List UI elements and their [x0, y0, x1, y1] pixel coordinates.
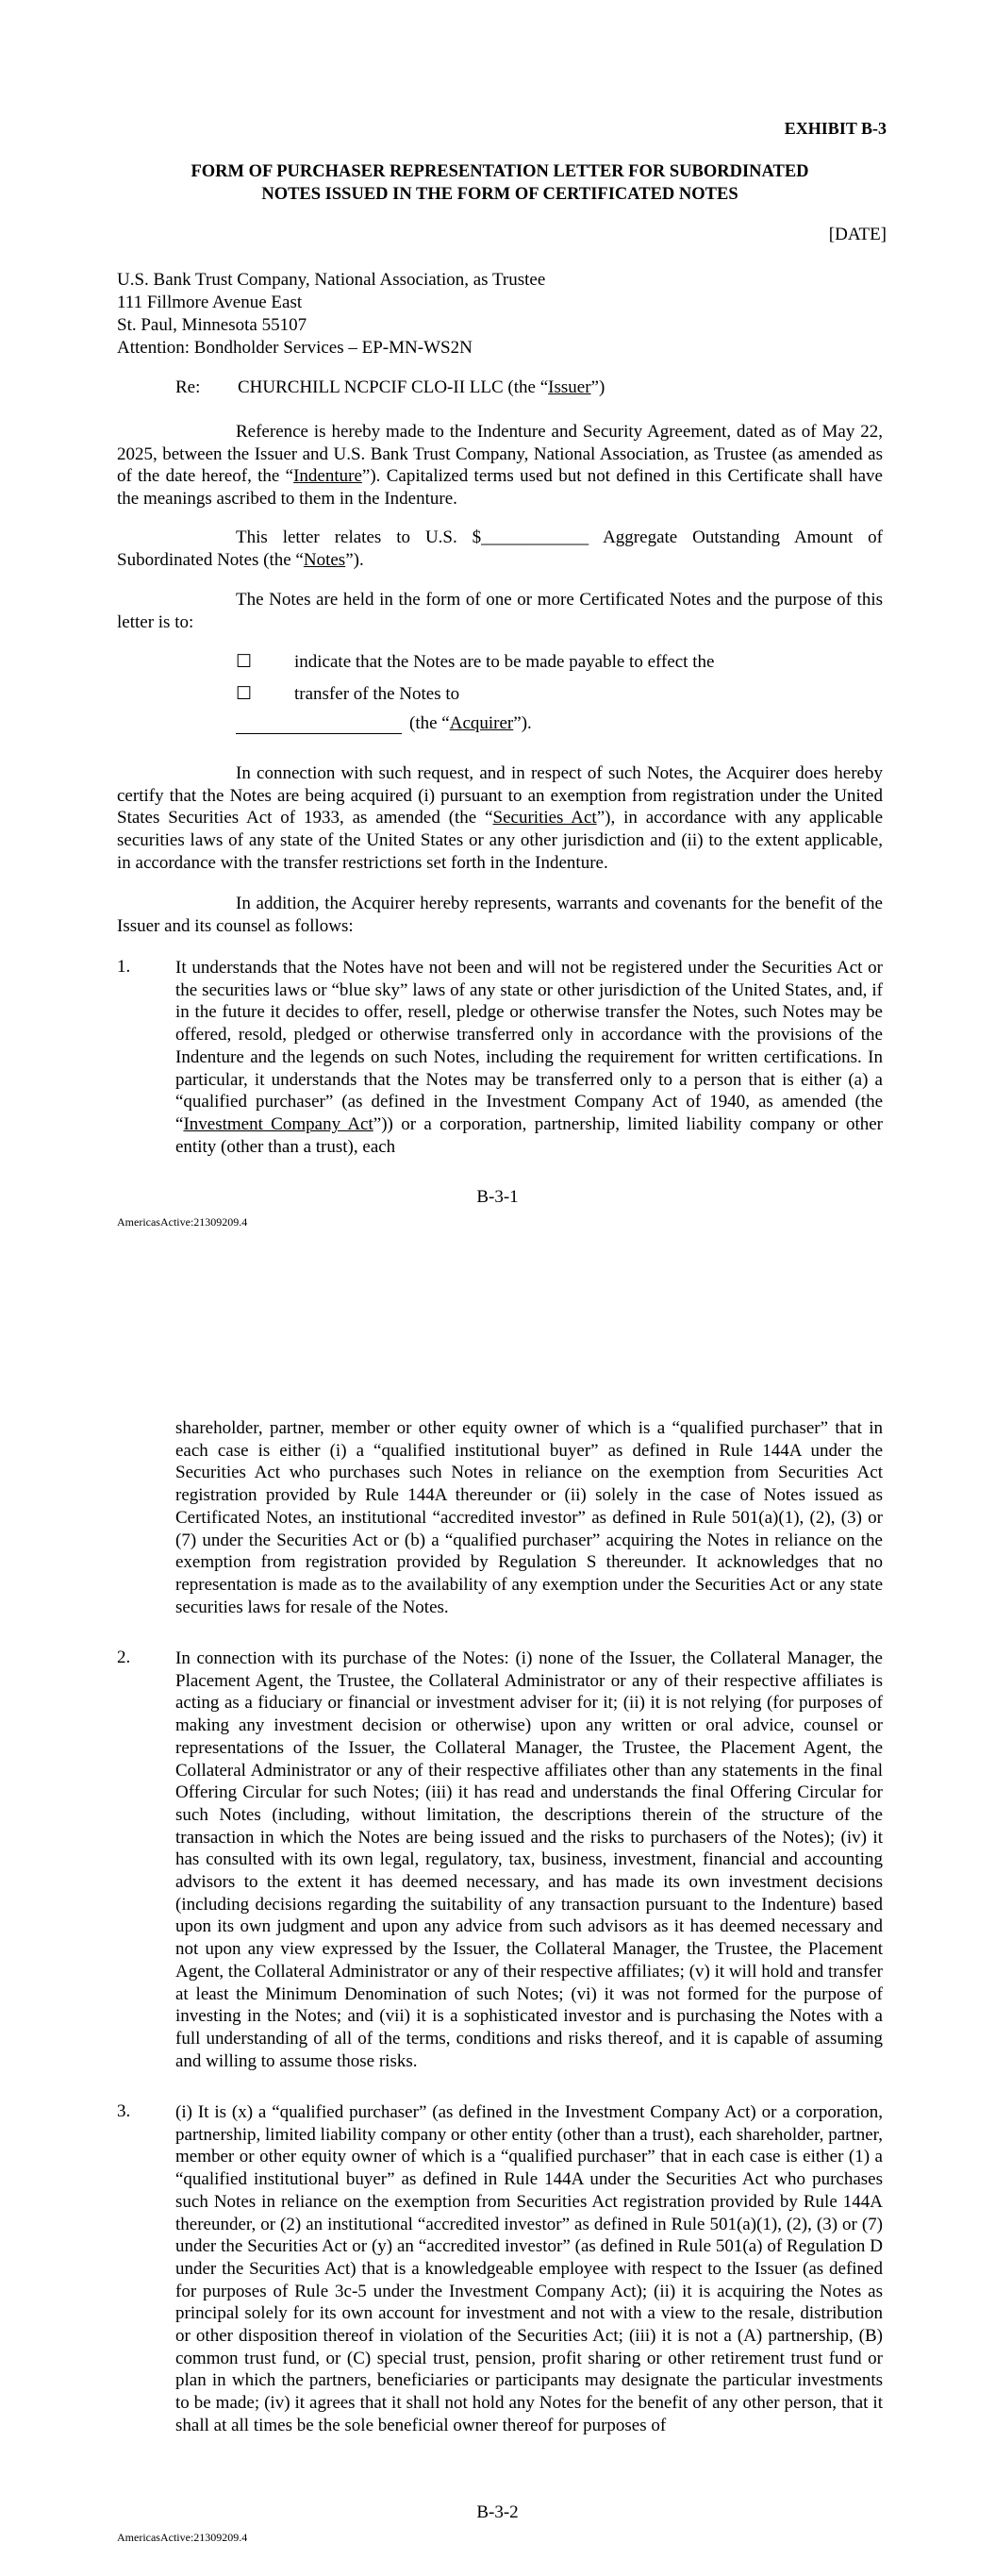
paragraph-notes-amount: [117, 527, 883, 571]
acquirer-blank-field[interactable]: [236, 715, 402, 734]
document-id-footer: AmericasActive:21309209.4: [117, 2531, 248, 2544]
para-text: ”). Capitalized terms used but not defined in this Certificate shall have the meanings ascribed to them in the Indenture.: [117, 466, 883, 510]
item-2-text: In connection with its purchase of the Notes: (i) none of the Issuer, the Collateral Manager, the Placement Agent, the Trustee, the Collateral Administrator or any of their respective affiliates is acting as a fiduciary or financial or investment adviser for it; (ii) it is not relying (for purposes of making any investment decision or otherwise) upon any written or oral advice, counsel or representations of the Issuer, the Collateral Manager, the Trustee, the Placement Agent, the Collateral Administrator or any of their respective affiliates other than any statements in the final Offering Circular for such Notes; (iii) it has read and understands the final Offering Circular for such Notes (including, without limitation, the descriptions therein of the structure of the transaction in which the Notes are being issued and the risks to purchasers of the Notes); (iv) it has consulted with its own legal, regulatory, tax, business, investment, financial and accounting advisors to the extent it has deemed necessary, and has made its own investment decisions (including decisions regarding the suitability of any transaction pursuant to the Indenture) based upon its own judgment and upon any advice from such advisors as it has deemed necessary and not upon any view expressed by the Issuer, the Collateral Manager, the Trustee, the Placement Agent, the Collateral Administrator or any of their respective affiliates; (v) it will hold and transfer at least the Minimum Denomination of such Notes; (vi) it was not formed for the purpose of investing in the Notes; and (vii) it is a sophisticated investor and is purchasing the Notes with a full understanding of all of the terms, conditions and risks thereof, and it is capable of assuming and willing to assume those risks.: [175, 1648, 883, 2071]
issuer-defined-term: Issuer: [548, 377, 591, 397]
para-text: ”), in accordance with any applicable securities laws of any state of the United States or any other jurisdiction and (ii) to the extent applicable, in accordance with the transfer restrictions set forth in the Indenture.: [117, 808, 883, 873]
option-transfer[interactable]: [236, 683, 459, 705]
acquirer-defined-term: Acquirer: [449, 713, 514, 733]
addressee-block: [117, 269, 545, 360]
title-line-1: FORM OF PURCHASER REPRESENTATION LETTER FOR SUBORDINATED: [191, 162, 809, 181]
date-placeholder: [DATE]: [828, 225, 887, 244]
re-text: CHURCHILL NCPCIF CLO-II LLC (the “: [238, 377, 549, 397]
document-id-footer: AmericasActive:21309209.4: [117, 1215, 248, 1229]
item-number: 1.: [117, 957, 131, 977]
document-page-1: [0, 0, 995, 1246]
checkbox-icon[interactable]: ☐: [236, 684, 253, 704]
re-line: [175, 377, 605, 398]
item-number: 3.: [117, 2101, 131, 2121]
para-text: In connection with such request, and in respect of such Notes, the Acquirer does hereby certify that the Notes are being acquired (i) pursuant to an exemption from registration under the United States Securities Act of 1933, as amended (the “: [117, 763, 883, 828]
item-text: ”)) or a corporation, partnership, limited liability company or other entity (other than a trust), each: [175, 1113, 883, 1157]
indenture-defined-term: Indenture: [293, 466, 362, 487]
para-text: This letter relates to U.S. $____________ Aggregate Outstanding Amount of Subordinated Notes (the “: [117, 527, 883, 570]
securities-act-defined-term: Securities Act: [492, 808, 597, 828]
re-text-end: ”): [590, 377, 605, 397]
investment-company-act-defined-term: Investment Company Act: [183, 1113, 373, 1134]
address-line: U.S. Bank Trust Company, National Association, as Trustee: [117, 270, 546, 290]
para-text: ”).: [345, 549, 364, 570]
item-number: 2.: [117, 1648, 131, 1667]
re-label: Re:: [175, 377, 201, 397]
option-label: indicate that the Notes are to be made payable to effect the: [294, 652, 715, 672]
checkbox-icon[interactable]: ☐: [236, 652, 253, 672]
paragraph-indenture-reference: [117, 421, 883, 510]
paragraph-purpose: The Notes are held in the form of one or more Certificated Notes and the purpose of this letter is to:: [117, 590, 883, 632]
item-text: It understands that the Notes have not been and will not be registered under the Securities Act or the securities laws or “blue sky” laws of any state or other jurisdiction of the United States, and, if in the future it decides to offer, resell, pledge or otherwise transfer the Notes, such Notes may be offered, resold, pledged or otherwise transferred only in accordance with the provisions of the Indenture and the legends on such Notes, including the requirement for written certifications. In particular, it understands that the Notes may be transferred only to a person that is either (a) a “qualified purchaser” (as defined in the Investment Company Act of 1940, as amended (the “: [175, 958, 883, 1134]
option-payable[interactable]: [236, 651, 714, 673]
address-line: St. Paul, Minnesota 55107: [117, 315, 307, 335]
exhibit-label: EXHIBIT B-3: [784, 119, 887, 138]
document-title: [113, 160, 887, 206]
item-3-text: (i) It is (x) a “qualified purchaser” (as defined in the Investment Company Act) or a corporation, partnership, limited liability company or other entity (other than a trust), each shareholder, partner, member or other equity owner of which is a “qualified purchaser” that in each case is either (1) a “qualified institutional buyer” as defined in Rule 144A under the Securities Act who purchases such Notes in reliance on the exemption from Securities Act registration provided by Rule 144A thereunder, or (2) an institutional “accredited investor” as defined in Rule 501(a)(1), (2), (3) or (7) under the Securities Act or (y) an “accredited investor” (as defined in Rule 501(a) of Regulation D under the Securities Act) that is a knowledgeable employee with respect to the Issuer (as defined for purposes of Rule 3c-5 under the Investment Company Act); (ii) it is acquiring the Notes as principal solely for its own account for investment and not with a view to the resale, distribution or other disposition thereof in violation of the Securities Act; (iii) it is not a (A) partnership, (B) common trust fund, or (C) special trust, pension, profit sharing or other retirement trust fund or plan in which the partners, beneficiaries or participants may designate the particular investments to be made; (iv) it agrees that it shall not hold any Notes for the benefit of any other person, that it shall at all times be the sole beneficial owner thereof for purposes of: [175, 2102, 883, 2435]
notes-defined-term: Notes: [303, 549, 346, 570]
title-line-2: NOTES ISSUED IN THE FORM OF CERTIFICATED NOTES: [261, 185, 738, 204]
acquirer-text-end: ”).: [513, 713, 532, 733]
paragraph-representations-intro: In addition, the Acquirer hereby represents, warrants and covenants for the benefit of the Issuer and its counsel as follows:: [117, 894, 883, 936]
option-label: transfer of the Notes to: [294, 684, 460, 704]
page-number: B-3-2: [476, 2502, 519, 2522]
item-1-text: [175, 957, 883, 1158]
page-number: B-3-1: [476, 1187, 519, 1207]
acquirer-text: (the “: [409, 713, 450, 733]
acquirer-line: [236, 713, 532, 734]
para-text: Reference is hereby made to the Indenture and Security Agreement, dated as of May 22, 2025, between the Issuer and U.S. Bank Trust Company, National Association, as Trustee (as amended as of the date hereof, the “: [117, 422, 883, 487]
paragraph-certification: [117, 762, 883, 875]
item-1-continued: shareholder, partner, member or other equity owner of which is a “qualified purchaser” that in each case is either (i) a “qualified institutional buyer” as defined in Rule 144A under the Securities Act who purchases such Notes in reliance on the exemption from Securities Act registration provided by Rule 144A thereunder or (ii) solely in the case of Notes issued as Certificated Notes, an institutional “accredited investor” as defined in Rule 501(a)(1), (2), (3) or (7) under the Securities Act or (b) a “qualified purchaser” acquiring the Notes in reliance on the exemption from registration provided by Regulation S thereunder. It acknowledges that no representation is made as to the availability of any exemption under the Securities Act or any state securities laws for resale of the Notes.: [175, 1418, 883, 1617]
address-line: 111 Fillmore Avenue East: [117, 293, 303, 312]
document-page-2: [0, 1246, 995, 2576]
address-line: Attention: Bondholder Services – EP-MN-WS2N: [117, 338, 473, 358]
